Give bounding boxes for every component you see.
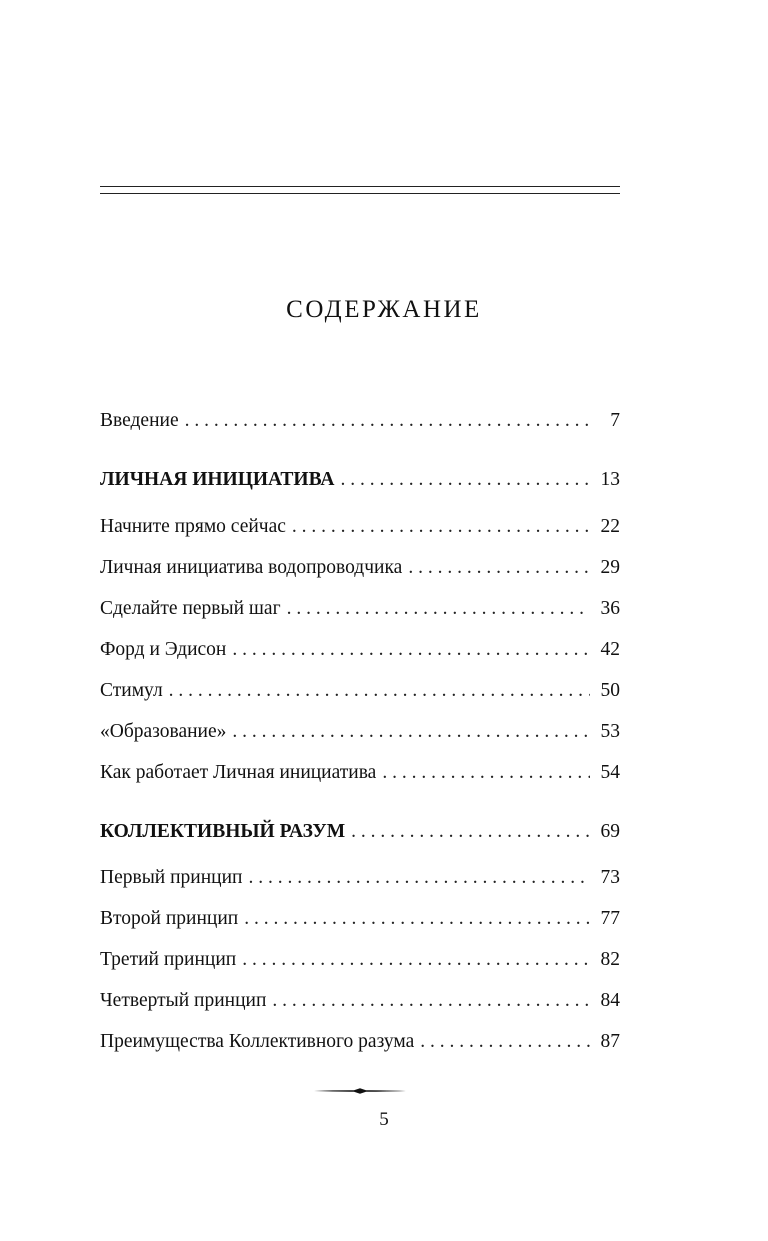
toc-entry [100,678,620,704]
toc-entry-page: 73 [600,867,620,888]
toc-entry-label: Первый принцип [100,867,243,888]
toc-entry [100,408,620,434]
toc-entry-page: 53 [600,721,620,742]
toc-section-heading [100,819,620,845]
toc-leader-dots [248,865,590,891]
toc-leader-dots [232,719,590,745]
toc-entry-page: 50 [600,680,620,701]
toc-leader-dots [272,988,590,1014]
toc-entry [100,1029,620,1055]
toc-entry-page: 54 [600,762,620,783]
toc-leader-dots [169,678,590,704]
toc-section-heading [100,467,620,493]
toc-entry-page: 7 [610,410,620,431]
toc-entry [100,555,620,581]
toc-entry-label: Стимул [100,680,163,701]
header-rule-lower [100,193,620,194]
toc-leader-dots [351,819,590,845]
toc-entry-label: КОЛЛЕКТИВНЫЙ РАЗУМ [100,821,346,842]
footer-ornament [314,1087,406,1095]
toc-entry-label: Начните прямо сейчас [100,516,286,537]
toc-entry [100,719,620,745]
toc-leader-dots [287,596,590,622]
toc-leader-dots [244,906,590,932]
toc-title: СОДЕРЖАНИЕ [286,296,482,323]
toc-entry [100,637,620,663]
toc-entry-label: Преимущества Коллективного разума [100,1031,415,1052]
toc-leader-dots [340,467,590,493]
toc-leader-dots [232,637,590,663]
toc-entry [100,760,620,786]
toc-leader-dots [185,408,590,434]
page-number: 5 [379,1109,389,1130]
toc-entry-page: 84 [600,990,620,1011]
toc-entry-label: Третий принцип [100,949,237,970]
toc-entry-label: Форд и Эдисон [100,639,227,660]
toc-entry-page: 42 [600,639,620,660]
toc-entry-page: 29 [600,557,620,578]
toc-entry-page: 77 [600,908,620,929]
toc-entry [100,865,620,891]
toc-leader-dots [382,760,590,786]
toc-entry-label: Второй принцип [100,908,239,929]
toc-entry-label: Сделайте первый шаг [100,598,281,619]
header-rule-upper [100,186,620,187]
toc-leader-dots [242,947,590,973]
toc-leader-dots [420,1029,590,1055]
toc-entry-label: ЛИЧНАЯ ИНИЦИАТИВА [100,469,335,490]
toc-entry-page: 36 [600,598,620,619]
toc-entry-label: Как работает Личная инициатива [100,762,377,783]
toc-leader-dots [408,555,590,581]
toc-entry-page: 69 [600,821,620,842]
toc-entry [100,596,620,622]
toc-entry-label: Введение [100,410,179,431]
toc-entry-page: 22 [600,516,620,537]
toc-entry [100,988,620,1014]
toc-entry-page: 82 [600,949,620,970]
toc-entry [100,906,620,932]
toc-entry-page: 87 [600,1031,620,1052]
toc-entry [100,947,620,973]
toc-leader-dots [292,514,590,540]
toc-entry-label: Четвертый принцип [100,990,267,1011]
toc-entry-label: «Образование» [100,721,227,742]
toc-entry [100,514,620,540]
toc-entry-label: Личная инициатива водопроводчика [100,557,403,578]
toc-entry-page: 13 [600,469,620,490]
